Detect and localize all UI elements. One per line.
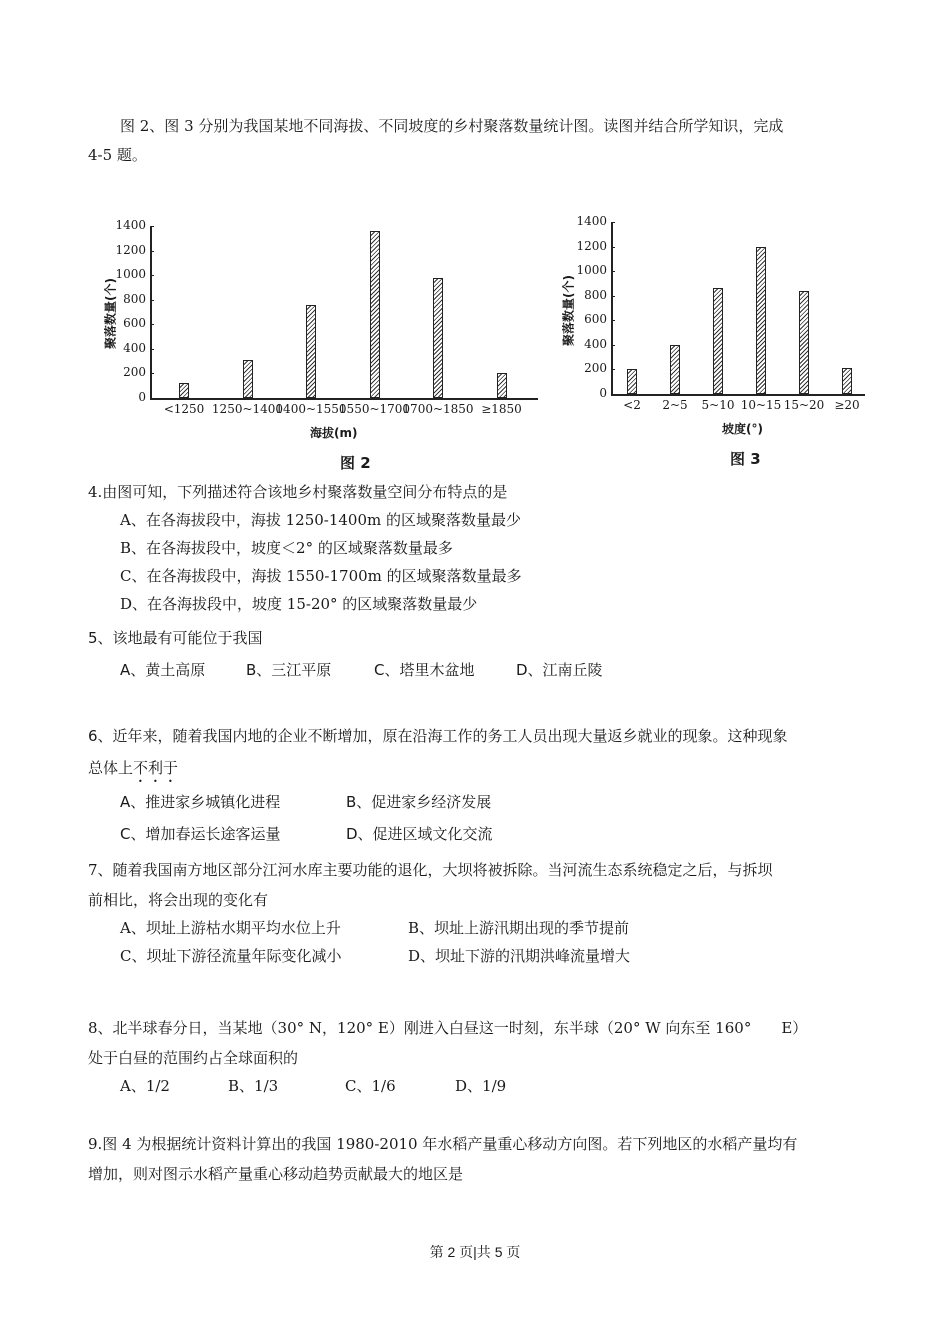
y-axis-label: 聚落数量(个)	[103, 278, 118, 349]
x-axis-label: 坡度(°)	[722, 422, 763, 436]
q9-stem-line-1: 9.图 4 为根据统计资料计算出的我国 1980-2010 年水稻产量重心移动方向图。若下列地区的水稻产量均有	[88, 1135, 798, 1153]
y-tick-mark	[611, 247, 615, 248]
x-tick-label: 1700~1850	[402, 402, 474, 416]
q6-stem-prefix: 总体上	[88, 759, 134, 777]
q8-stem-line-2: 处于白昼的范围约占全球面积的	[88, 1049, 299, 1067]
q7-stem-line-2: 前相比，将会出现的变化有	[88, 891, 269, 909]
y-tick-label: 1000	[576, 263, 607, 278]
x-tick-label: 1400~1550	[275, 402, 347, 416]
y-tick-label: 0	[138, 390, 146, 404]
x-tick-label: <1250	[163, 402, 205, 416]
bar	[627, 369, 637, 394]
bar	[842, 368, 852, 394]
y-tick-mark	[611, 222, 615, 223]
q5-option-d: D、江南丘陵	[516, 661, 603, 679]
x-tick-label: 1550~1700	[338, 402, 411, 416]
q6-stem-line-1: 6、近年来，随着我国内地的企业不断增加，原在沿海工作的务工人员出现大量返乡就业的现象。这种现象	[88, 727, 788, 745]
bar	[756, 247, 766, 394]
q5-option-a: A、黄土高原	[120, 661, 206, 679]
q9-stem-line-2: 增加，则对图示水稻产量重心移动趋势贡献最大的地区是	[88, 1165, 464, 1183]
y-tick-label: 1000	[115, 267, 146, 282]
q5-stem: 5、该地最有可能位于我国	[88, 629, 263, 647]
q6-option-b: B、促进家乡经济发展	[346, 793, 492, 811]
chart-slope	[0, 0, 950, 470]
q6-option-d: D、促进区域文化交流	[346, 825, 493, 843]
y-tick-mark	[611, 320, 615, 321]
x-tick-label: ≥20	[834, 398, 860, 412]
q7-option-c: C、坝址下游径流量年际变化减小	[120, 947, 342, 965]
y-tick-mark	[611, 394, 615, 395]
y-tick-label: 200	[123, 365, 146, 380]
y-tick-label: 200	[584, 361, 607, 376]
x-axis-label: 海拔(m)	[310, 426, 358, 440]
figure-title: 图 2	[340, 454, 371, 472]
q8-option-c: C、1/6	[345, 1077, 396, 1095]
x-tick-label: 5~10	[701, 398, 735, 412]
q8-option-a: A、1/2	[120, 1077, 170, 1095]
x-tick-label: 1250~1400	[211, 402, 284, 416]
q4-stem: 4.由图可知，下列描述符合该地乡村聚落数量空间分布特点的是	[88, 483, 508, 501]
q8-stem-line-1: 8、北半球春分日，当某地（30° N，120° E）刚进入白昼这一时刻，东半球（20° W 向东至 160° E）	[88, 1019, 808, 1037]
y-tick-label: 1200	[576, 238, 607, 253]
x-tick-label: ≥1850	[481, 402, 522, 416]
x-tick-label: 2~5	[662, 398, 688, 412]
q8-option-b: B、1/3	[228, 1077, 279, 1095]
q7-stem-line-1: 7、随着我国南方地区部分江河水库主要功能的退化，大坝将被拆除。当河流生态系统稳定之后，与拆坝	[88, 861, 773, 879]
intro-line-2: 4-5 题。	[88, 146, 147, 164]
figure-title: 图 3	[730, 450, 761, 468]
y-tick-mark	[611, 271, 615, 272]
y-tick-label: 800	[584, 287, 607, 302]
page-footer: 第 2 页|共 5 页	[429, 1244, 521, 1260]
x-tick-label: <2	[623, 398, 641, 412]
q7-option-d: D、坝址下游的汛期洪峰流量增大	[408, 947, 631, 965]
y-tick-label: 1400	[576, 214, 607, 228]
q7-option-a: A、坝址上游枯水期平均水位上升	[120, 919, 341, 937]
y-tick-label: 400	[123, 340, 146, 355]
q4-option-d: D、在各海拔段中，坡度 15-20° 的区域聚落数量最少	[120, 595, 478, 613]
q8-option-d: D、1/9	[455, 1077, 507, 1095]
q4-option-b: B、在各海拔段中，坡度＜2° 的区域聚落数量最多	[120, 539, 453, 557]
y-tick-label: 400	[584, 336, 607, 351]
q4-option-c: C、在各海拔段中，海拔 1550-1700m 的区域聚落数量最多	[120, 567, 522, 585]
y-tick-label: 600	[123, 316, 146, 331]
q5-option-c: C、塔里木盆地	[374, 661, 475, 679]
y-tick-label: 0	[599, 386, 607, 400]
y-tick-label: 800	[123, 291, 146, 306]
x-axis	[611, 394, 865, 396]
x-tick-label: 10~15	[740, 398, 782, 412]
bar	[799, 291, 809, 394]
bar	[713, 288, 723, 394]
q6-emphasis: 不利于	[133, 759, 179, 777]
x-tick-label: 15~20	[783, 398, 825, 412]
q5-option-b: B、三江平原	[246, 661, 332, 679]
y-tick-label: 1400	[115, 218, 146, 232]
q6-stem-line-2	[88, 758, 178, 786]
q6-option-c: C、增加春运长途客运量	[120, 825, 281, 843]
q4-option-a: A、在各海拔段中，海拔 1250-1400m 的区域聚落数量最少	[120, 511, 522, 529]
y-tick-mark	[611, 345, 615, 346]
bar	[670, 345, 680, 394]
intro-line-1: 图 2、图 3 分别为我国某地不同海拔、不同坡度的乡村聚落数量统计图。读图并结合所学知识，完成	[120, 117, 784, 135]
y-tick-label: 600	[584, 312, 607, 327]
y-tick-mark	[611, 296, 615, 297]
q7-option-b: B、坝址上游汛期出现的季节提前	[408, 919, 630, 937]
q6-option-a: A、推进家乡城镇化进程	[120, 793, 281, 811]
y-axis-label: 聚落数量(个)	[561, 275, 576, 346]
y-tick-label: 1200	[115, 242, 146, 257]
y-tick-mark	[611, 369, 615, 370]
